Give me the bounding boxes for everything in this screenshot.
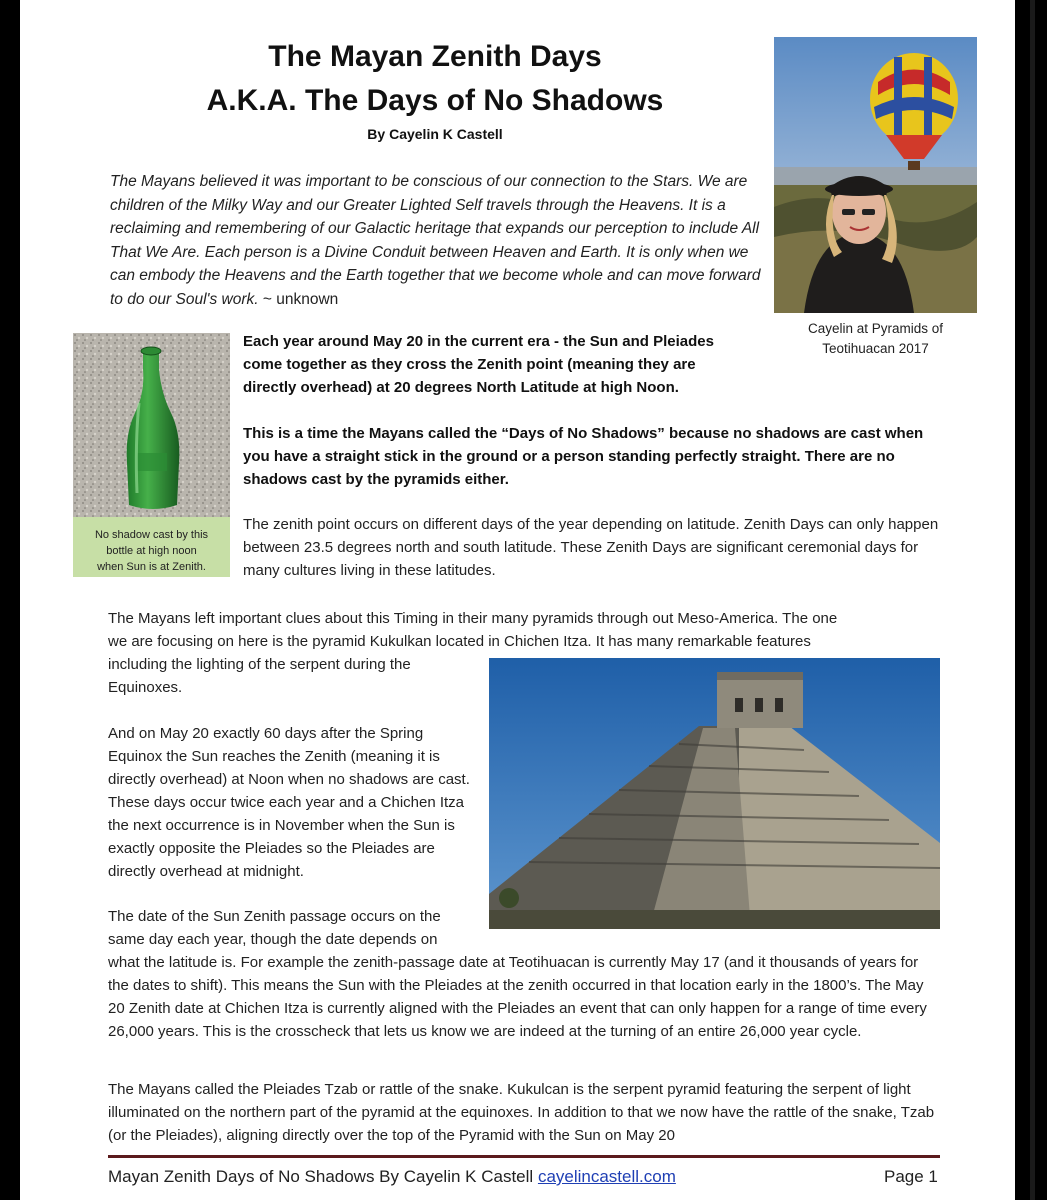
byline: By Cayelin K Castell: [367, 126, 503, 142]
title-line-2: A.K.A. The Days of No Shadows: [206, 84, 664, 117]
balloon-caption-line-1: Cayelin at Pyramids of: [807, 321, 944, 336]
mayan-clues-line-2: we are focusing on here is the pyramid Kukulkan located in Chichen Itza. It has many remarkable features: [108, 633, 811, 650]
bottle-caption-line-1: No shadow cast by this: [94, 529, 209, 541]
date-line-1: The date of the Sun Zenith passage occurs on the: [108, 908, 441, 925]
bottle-caption: [73, 517, 230, 577]
document-page: [20, 0, 1015, 1200]
mayan-clues-line-1: The Mayans left important clues about this Timing in their many pyramids through out Meso-America. The one: [108, 610, 838, 627]
balloon-caption: [774, 319, 977, 359]
quote-text: The Mayans believed it was important to be conscious of our connection to the Stars. We are children of the Milky Way and our Greater Lighted Self travels through the Heavens. It is a reclaiming and remembering of our Galactic heritage that expands our perception to include All That We Are. Each person is a Divine Conduit between Heaven and Earth. It is only when we can embody the Heavens and the Earth together that we become whole and can move forward to do our Soul's work.: [110, 173, 761, 308]
pyramid-photo: [489, 658, 940, 929]
mayan-clues-line-4: Equinoxes.: [108, 679, 183, 696]
date-line-2: same day each year, though the date depends on: [108, 931, 438, 948]
date-rest: what the latitude is. For example the zenith-passage date at Teotihuacan is currently May 17 (and it thousands of years for the dates to shift). This means the Sun with the Pleiades at the zenith occurred in that location early in the 1800’s. The May 20 Zenith date at Chichen Itza is currently aligned with the Pleiades an event that can only happen for a range of time every 26,000 years. This is the crosscheck that lets us know we are indeed at the turning of an entire 26,000 year cycle.: [108, 954, 927, 1040]
mayan-clues-line-3: including the lighting of the serpent during the: [108, 656, 411, 673]
title-line-1: The Mayan Zenith Days: [268, 40, 602, 73]
footer-link[interactable]: cayelincastell.com: [537, 1167, 676, 1186]
footer-text: [108, 1167, 676, 1187]
may20-paragraph: And on May 20 exactly 60 days after the Spring Equinox the Sun reaches the Zenith (meaning it is directly overhead) at Noon when no shadows are cast. These days occur twice each year and a Chichen Itza the next occurrence is in November when the Sun is exactly opposite the Pleiades so the Pleiades are directly overhead at midnight.: [108, 725, 470, 880]
zenith-paragraph: The zenith point occurs on different days of the year depending on latitude. Zenith Days can only happen between 23.5 degrees north and south latitude. These Zenith Days are significant ceremonial days for many cultures living in these latitudes.: [243, 516, 939, 579]
balloon-photo: [774, 37, 977, 313]
bottle-photo: [73, 333, 230, 517]
intro-quote: [110, 170, 770, 311]
tzab-paragraph: The Mayans called the Pleiades Tzab or rattle of the snake. Kukulcan is the serpent pyramid featuring the serpent of light illuminated on the northern part of the pyramid at the equinoxes. In addition to that we now have the rattle of the snake, Tzab (or the Pleiades), aligning directly over the top of the Pyramid with the Sun on May 20: [108, 1081, 935, 1144]
quote-attribution: ~ unknown: [262, 290, 339, 308]
bottle-caption-line-3: when Sun is at Zenith.: [97, 561, 206, 573]
scrollbar[interactable]: [1030, 0, 1035, 1200]
footer-title: Mayan Zenith Days of No Shadows By Cayelin K Castell: [108, 1167, 534, 1186]
bold-paragraph-1: Each year around May 20 in the current era - the Sun and Pleiades come together as they cross the Zenith point (meaning they are directly overhead) at 20 degrees North Latitude at high Noon.: [243, 333, 714, 396]
bold-paragraph-2: This is a time the Mayans called the “Days of No Shadows” because no shadows are cast when you have a straight stick in the ground or a person standing perfectly straight. There are no shadows cast by the pyramids either.: [243, 425, 924, 488]
footer-rule: [108, 1155, 940, 1158]
bottle-caption-line-2: bottle at high noon: [106, 545, 197, 557]
balloon-caption-line-2: Teotihuacan 2017: [822, 341, 929, 356]
page-number: Page 1: [884, 1167, 938, 1186]
